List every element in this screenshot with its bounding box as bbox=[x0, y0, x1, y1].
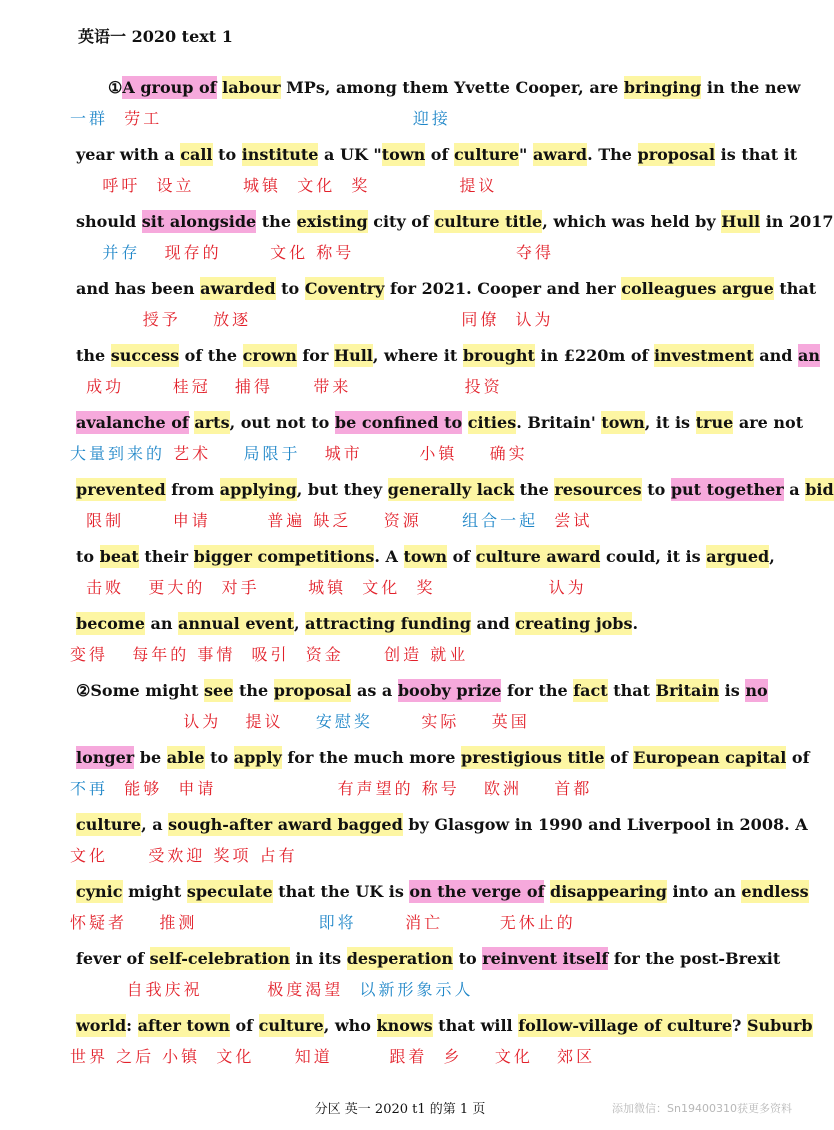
passage-line bbox=[76, 1012, 813, 1040]
text-segment bbox=[462, 411, 468, 434]
text-segment: an bbox=[144, 614, 179, 633]
annotation-text: 变得 每年的 事情 吸引 资金 创造 就业 bbox=[70, 645, 469, 664]
passage-line bbox=[76, 677, 768, 705]
highlighted-word: town bbox=[381, 145, 426, 164]
highlighted-word: town bbox=[403, 547, 447, 566]
annotation-text: 击败 更大的 对手 城镇 文化 奖 认为 bbox=[70, 578, 587, 597]
highlighted-word: argued bbox=[706, 547, 770, 566]
highlighted-word: speculate bbox=[186, 882, 273, 901]
highlighted-word: award bbox=[532, 145, 588, 164]
text-segment: to bbox=[275, 279, 305, 298]
highlighted-word: put together bbox=[670, 480, 784, 499]
text-segment: ① bbox=[108, 78, 123, 97]
text-segment: , it is bbox=[644, 413, 696, 432]
text-segment: in the new bbox=[701, 78, 801, 97]
text-segment: to bbox=[453, 949, 483, 968]
text-segment: the bbox=[76, 346, 111, 365]
annotation-text: 劳工 bbox=[108, 109, 413, 128]
highlighted-word: Hull bbox=[333, 346, 373, 365]
highlighted-word: after town bbox=[137, 1016, 230, 1035]
highlighted-word: proposal bbox=[273, 681, 352, 700]
highlighted-word: crown bbox=[242, 346, 297, 365]
text-segment: of the bbox=[179, 346, 243, 365]
text-segment: be bbox=[134, 748, 167, 767]
highlighted-word: sit alongside bbox=[141, 212, 257, 231]
highlighted-word: be confined to bbox=[334, 413, 463, 432]
highlighted-word: bigger competitions bbox=[193, 547, 375, 566]
passage-line bbox=[76, 409, 804, 437]
handwritten-notes bbox=[70, 910, 780, 936]
highlighted-word: arts bbox=[194, 413, 230, 432]
highlighted-word: longer bbox=[76, 748, 135, 767]
text-segment: , bbox=[294, 614, 306, 633]
text-segment: MPs, among them Yvette Cooper, are bbox=[280, 78, 624, 97]
text-segment: fever of bbox=[76, 949, 150, 968]
annotation-text: 呼吁 设立 城镇 文化 奖 提议 bbox=[70, 176, 498, 195]
text-segment: into an bbox=[666, 882, 742, 901]
handwritten-notes bbox=[70, 843, 780, 869]
highlighted-word: cities bbox=[467, 413, 517, 432]
text-segment: the bbox=[256, 212, 297, 231]
highlighted-word: labour bbox=[222, 78, 281, 97]
highlighted-word: awarded bbox=[200, 279, 276, 298]
highlighted-word: town bbox=[601, 413, 645, 432]
highlighted-word: sough-after award bagged bbox=[168, 815, 403, 834]
annotation-text: 自我庆祝 极度渴望 bbox=[70, 980, 360, 999]
text-segment: to bbox=[204, 748, 234, 767]
highlighted-word: Hull bbox=[721, 212, 761, 231]
highlighted-word: generally lack bbox=[387, 480, 515, 499]
handwritten-notes bbox=[70, 575, 780, 601]
text-segment: . bbox=[632, 614, 639, 633]
text-segment: is that it bbox=[715, 145, 798, 164]
handwritten-notes bbox=[70, 307, 780, 333]
highlighted-word: reinvent itself bbox=[482, 949, 609, 968]
text-segment: are not bbox=[733, 413, 804, 432]
highlighted-word: avalanche of bbox=[76, 413, 189, 432]
highlighted-word: no bbox=[745, 681, 768, 700]
highlighted-word: desperation bbox=[346, 949, 454, 968]
annotation-text: 艺术 bbox=[165, 444, 244, 463]
text-segment: ? bbox=[732, 1016, 747, 1035]
highlighted-word: resources bbox=[554, 480, 642, 499]
text-segment: , a bbox=[141, 815, 169, 834]
text-segment: from bbox=[165, 480, 220, 499]
text-segment: a UK " bbox=[318, 145, 382, 164]
highlighted-word: able bbox=[166, 748, 205, 767]
highlighted-word: proposal bbox=[637, 145, 716, 164]
annotation-text: 安慰奖 bbox=[315, 712, 373, 731]
highlighted-word: European capital bbox=[633, 748, 787, 767]
text-segment: and has been bbox=[76, 279, 201, 298]
text-segment: , bbox=[769, 547, 775, 566]
annotation-text: 文化 受欢迎 奖项 占有 bbox=[70, 846, 298, 865]
highlighted-word: Britain bbox=[655, 681, 720, 700]
text-segment: . Britain' bbox=[516, 413, 602, 432]
highlighted-word: disappearing bbox=[550, 882, 667, 901]
text-segment: , but they bbox=[296, 480, 388, 499]
annotation-text: 组合一起 bbox=[462, 511, 539, 530]
text-segment: that bbox=[607, 681, 656, 700]
highlighted-word: knows bbox=[376, 1016, 433, 1035]
handwritten-notes bbox=[70, 441, 780, 467]
highlighted-word: creating jobs bbox=[515, 614, 633, 633]
handwritten-notes bbox=[70, 776, 780, 802]
passage-line bbox=[76, 744, 810, 772]
annotation-text: 授予 放逐 同僚 认为 bbox=[70, 310, 554, 329]
passage-line bbox=[76, 476, 834, 504]
passage-line bbox=[76, 543, 775, 571]
highlighted-word: on the verge of bbox=[409, 882, 545, 901]
text-segment: . A bbox=[374, 547, 404, 566]
highlighted-word: culture bbox=[76, 815, 142, 834]
handwritten-notes bbox=[70, 977, 780, 1003]
annotation-text: 大量到来的 bbox=[70, 444, 166, 463]
handwritten-notes bbox=[70, 374, 780, 400]
text-segment: for the bbox=[501, 681, 574, 700]
annotation-text: 不再 bbox=[70, 779, 109, 798]
passage-line bbox=[76, 342, 821, 370]
annotation-text: 怀疑者 推测 bbox=[70, 913, 319, 932]
annotation-text: 成功 桂冠 捕得 带来 投资 bbox=[70, 377, 503, 396]
text-segment: and bbox=[470, 614, 516, 633]
text-segment: for bbox=[296, 346, 334, 365]
text-segment: in 2017 bbox=[760, 212, 834, 231]
text-segment: as a bbox=[351, 681, 398, 700]
page-title: 英语一 2020 text 1 bbox=[78, 27, 233, 46]
highlighted-word: annual event bbox=[178, 614, 294, 633]
highlighted-word: world bbox=[76, 1016, 127, 1035]
passage-line bbox=[76, 878, 809, 906]
text-segment: might bbox=[122, 882, 187, 901]
annotation-text: 世界 之后 小镇 文化 知道 跟着 乡 文化 郊区 bbox=[70, 1047, 596, 1066]
annotation-text: 一群 bbox=[70, 109, 109, 128]
handwritten-notes bbox=[70, 173, 780, 199]
text-segment: that the UK is bbox=[272, 882, 410, 901]
highlighted-word: endless bbox=[741, 882, 809, 901]
text-segment: in its bbox=[289, 949, 347, 968]
highlighted-word: investment bbox=[653, 346, 754, 365]
text-segment: of bbox=[447, 547, 476, 566]
annotation-text: 以新形象示人 bbox=[359, 980, 474, 999]
highlighted-word: become bbox=[76, 614, 145, 633]
handwritten-notes bbox=[70, 709, 780, 735]
highlighted-word: culture bbox=[258, 1016, 324, 1035]
text-segment: , out not to bbox=[229, 413, 335, 432]
text-segment: that bbox=[773, 279, 817, 298]
text-segment: of bbox=[425, 145, 454, 164]
highlighted-word: cynic bbox=[76, 882, 123, 901]
highlighted-word: culture bbox=[453, 145, 520, 164]
highlighted-word: institute bbox=[241, 145, 319, 164]
annotation-text: 消亡 无休止的 bbox=[356, 913, 576, 932]
text-segment: , who bbox=[323, 1016, 377, 1035]
text-segment: should bbox=[76, 212, 142, 231]
text-segment: a bbox=[783, 480, 806, 499]
passage-line bbox=[76, 811, 808, 839]
highlighted-word: an bbox=[798, 346, 821, 365]
annotation-text: 限制 申请 普遍 缺乏 资源 bbox=[70, 511, 463, 530]
text-segment: city of bbox=[367, 212, 435, 231]
highlighted-word: Suburb bbox=[746, 1016, 813, 1035]
text-segment: the bbox=[233, 681, 274, 700]
annotation-text: 认为 提议 bbox=[70, 712, 316, 731]
highlighted-word: self-celebration bbox=[149, 949, 290, 968]
annotation-text: 实际 英国 bbox=[372, 712, 530, 731]
text-segment: of bbox=[786, 748, 810, 767]
text-segment: of bbox=[229, 1016, 259, 1035]
passage-line bbox=[108, 74, 801, 102]
highlighted-word: culture award bbox=[475, 547, 601, 566]
highlighted-word: apply bbox=[233, 748, 282, 767]
text-segment: is bbox=[719, 681, 746, 700]
annotation-text: 局限于 bbox=[243, 444, 301, 463]
annotation-text: 迎接 bbox=[412, 109, 451, 128]
passage-line bbox=[76, 208, 834, 236]
annotation-text: 能够 申请 有声望的 称号 欧洲 首都 bbox=[108, 779, 593, 798]
passage-line bbox=[76, 141, 798, 169]
highlighted-word: follow-village of culture bbox=[518, 1016, 733, 1035]
highlighted-word: see bbox=[204, 681, 234, 700]
text-segment: for the much more bbox=[281, 748, 462, 767]
text-segment: to bbox=[641, 480, 671, 499]
handwritten-notes bbox=[70, 240, 780, 266]
highlighted-word: Coventry bbox=[304, 279, 385, 298]
highlighted-word: beat bbox=[99, 547, 139, 566]
highlighted-word: fact bbox=[573, 681, 608, 700]
text-segment: of bbox=[604, 748, 634, 767]
handwritten-notes bbox=[70, 1044, 780, 1070]
handwritten-notes bbox=[70, 508, 780, 534]
passage-line bbox=[76, 610, 740, 638]
highlighted-word: applying bbox=[219, 480, 297, 499]
annotation-text: 即将 bbox=[318, 913, 357, 932]
text-segment: to bbox=[212, 145, 242, 164]
highlighted-word: existing bbox=[296, 212, 368, 231]
text-segment: and bbox=[753, 346, 799, 365]
text-segment: by Glasgow in 1990 and Liverpool in 2008. A bbox=[402, 815, 808, 834]
highlighted-word: colleagues argue bbox=[621, 279, 774, 298]
highlighted-word: call bbox=[180, 145, 213, 164]
highlighted-word: booby prize bbox=[397, 681, 502, 700]
passage-line bbox=[76, 945, 781, 973]
passage-line bbox=[76, 275, 817, 303]
highlighted-word: true bbox=[695, 413, 734, 432]
handwritten-notes bbox=[70, 642, 780, 668]
text-segment: to bbox=[76, 547, 100, 566]
text-segment: " bbox=[519, 145, 533, 164]
highlighted-word: prestigious title bbox=[461, 748, 605, 767]
text-segment: . The bbox=[587, 145, 638, 164]
highlighted-word: brought bbox=[462, 346, 535, 365]
text-segment: that will bbox=[432, 1016, 519, 1035]
highlighted-word: bringing bbox=[623, 78, 702, 97]
text-segment: could, it is bbox=[600, 547, 707, 566]
annotation-text: 现存的 文化 称号 夺得 bbox=[140, 243, 554, 262]
text-segment: in £220m of bbox=[534, 346, 654, 365]
annotation-text: 尝试 bbox=[538, 511, 593, 530]
text-segment: for 2021. Cooper and her bbox=[384, 279, 622, 298]
text-segment: : bbox=[126, 1016, 138, 1035]
handwritten-notes bbox=[70, 106, 780, 132]
text-segment: , which was held by bbox=[542, 212, 722, 231]
watermark: 添加微信：Sn19400310获更多资料 bbox=[612, 1102, 792, 1115]
text-segment: , where it bbox=[372, 346, 463, 365]
highlighted-word: culture title bbox=[434, 212, 543, 231]
annotation-text: 并存 bbox=[70, 243, 141, 262]
highlighted-word: success bbox=[110, 346, 180, 365]
highlighted-word: bid bbox=[805, 480, 834, 499]
highlighted-word: A group of bbox=[122, 78, 217, 97]
text-segment: year with a bbox=[76, 145, 181, 164]
text-segment: the bbox=[514, 480, 555, 499]
highlighted-word: attracting funding bbox=[305, 614, 471, 633]
text-segment: ②Some might bbox=[76, 681, 205, 700]
text-segment: for the post-Brexit bbox=[608, 949, 781, 968]
highlighted-word: prevented bbox=[76, 480, 166, 499]
page-footer: 分区 英一 2020 t1 的第 1 页 bbox=[314, 1102, 486, 1117]
text-segment: their bbox=[138, 547, 194, 566]
annotation-text: 城市 小镇 确实 bbox=[300, 444, 528, 463]
